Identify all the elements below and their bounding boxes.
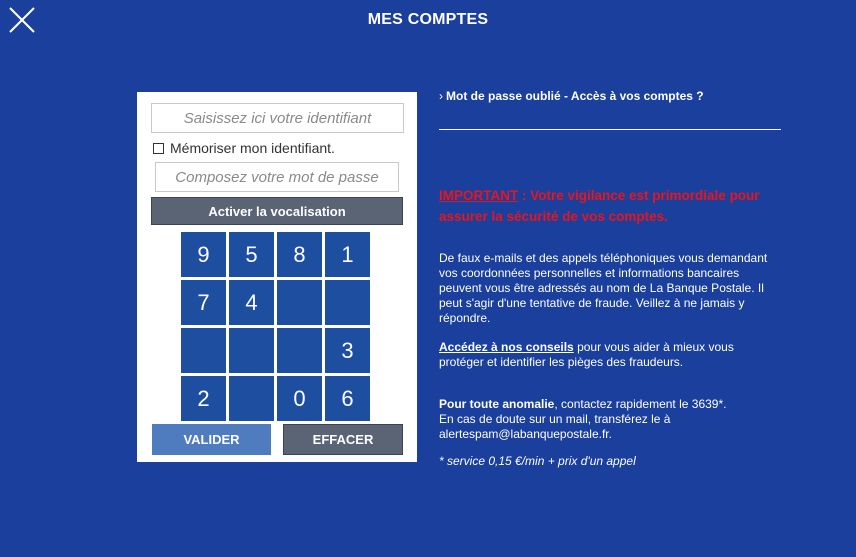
page-title: MES COMPTES bbox=[367, 11, 489, 28]
keypad-key-0[interactable]: 0 bbox=[277, 376, 322, 421]
keypad-key-2[interactable]: 2 bbox=[181, 376, 226, 421]
validate-button[interactable]: VALIDER bbox=[152, 424, 271, 455]
divider bbox=[439, 129, 781, 130]
advice-link[interactable]: Accédez à nos conseils bbox=[439, 340, 574, 354]
important-keyword: IMPORTANT bbox=[439, 188, 519, 203]
important-text: : Votre vigilance est primordiale pour assurer la sécurité de vos comptes. bbox=[439, 188, 760, 224]
keypad-key-6[interactable]: 6 bbox=[325, 376, 370, 421]
forgot-password-label: Mot de passe oublié - Accès à vos comptes ? bbox=[446, 89, 704, 103]
keypad-key-empty[interactable] bbox=[181, 328, 226, 373]
keypad-key-7[interactable]: 7 bbox=[181, 280, 226, 325]
fraud-warning-text: De faux e-mails et des appels téléphoniques vous demandant vos coordonnées personnelles et informations bancaires peuvent vous être adressés au nom de La Banque Postale. Il peut s'agir d'une tentative de fraude. Veillez à ne jamais y répondre. bbox=[439, 251, 768, 325]
important-warning bbox=[439, 185, 781, 227]
anomaly-paragraph bbox=[439, 397, 781, 442]
password-input[interactable]: Composez votre mot de passe bbox=[155, 162, 399, 192]
chevron-right-icon: › bbox=[439, 89, 443, 103]
keypad-key-9[interactable]: 9 bbox=[181, 232, 226, 277]
anomaly-text: , contactez rapidement le 3639*. bbox=[554, 397, 727, 411]
login-panel bbox=[137, 92, 417, 462]
keypad-key-empty[interactable] bbox=[325, 280, 370, 325]
keypad-key-empty[interactable] bbox=[277, 280, 322, 325]
anomaly-label: Pour toute anomalie bbox=[439, 397, 555, 411]
forgot-password-link[interactable] bbox=[439, 89, 704, 104]
service-note: * service 0,15 €/min + prix d'un appel bbox=[439, 454, 636, 468]
keypad-key-5[interactable]: 5 bbox=[229, 232, 274, 277]
virtual-keypad bbox=[181, 232, 373, 424]
advice-text: pour vous aider à mieux vous protéger et identifier les pièges des fraudeurs. bbox=[439, 340, 734, 369]
identifier-input[interactable]: Saisissez ici votre identifiant bbox=[151, 103, 404, 133]
keypad-key-3[interactable]: 3 bbox=[325, 328, 370, 373]
remember-option[interactable] bbox=[153, 140, 335, 156]
keypad-key-1[interactable]: 1 bbox=[325, 232, 370, 277]
remember-label: Mémoriser mon identifiant. bbox=[170, 140, 335, 156]
clear-button[interactable]: EFFACER bbox=[283, 424, 403, 455]
keypad-key-8[interactable]: 8 bbox=[277, 232, 322, 277]
keypad-key-empty[interactable] bbox=[229, 328, 274, 373]
keypad-key-4[interactable]: 4 bbox=[229, 280, 274, 325]
remember-checkbox[interactable] bbox=[153, 143, 164, 154]
advice-paragraph bbox=[439, 340, 781, 370]
keypad-key-empty[interactable] bbox=[277, 328, 322, 373]
anomaly-text-2: En cas de doute sur un mail, transférez le à alertespam@labanquepostale.fr. bbox=[439, 412, 671, 441]
activate-voice-button[interactable]: Activer la vocalisation bbox=[151, 197, 403, 225]
keypad-key-empty[interactable] bbox=[229, 376, 274, 421]
